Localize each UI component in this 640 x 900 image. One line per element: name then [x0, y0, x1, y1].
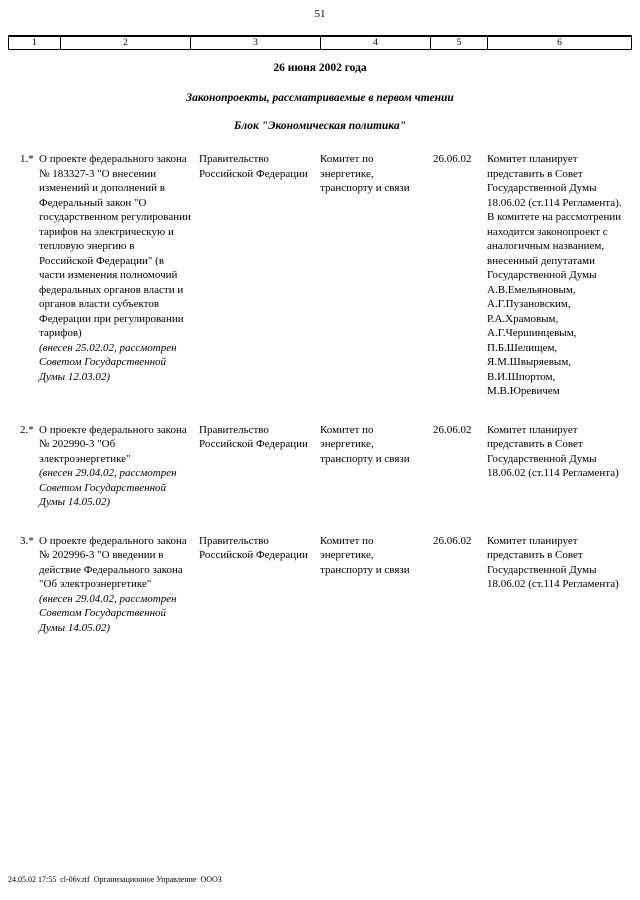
consideration-date-cell: 26.06.02 [433, 153, 472, 165]
row-number: 1.* [20, 153, 34, 165]
row-number: 2.* [20, 423, 34, 436]
column-header-cell-2: 2 [61, 37, 191, 49]
bill-title: О проекте федерального закона № 202996-3 "О введении в действие Федерального закона "Об электроэнергетике" [39, 534, 187, 590]
bill-title: О проекте федерального закона № 202990-3 "Об электроэнергетике" [39, 423, 187, 465]
page-number: 51 [314, 8, 326, 20]
column-header-cell-5: 5 [431, 37, 488, 49]
column-header-cell-4: 4 [321, 37, 431, 49]
bill-note: (внесен 25.02.02, рассмотрен Советом Государственной Думы 12.03.02) [39, 341, 177, 383]
committee-cell: Комитет по энергетике, транспорту и связи [320, 153, 410, 194]
table-row [20, 534, 632, 636]
initiator-cell: Правительство Российской Федерации [199, 534, 308, 561]
column-header-cell-6: 6 [557, 38, 562, 48]
initiator-cell: Правительство Российской Федерации [199, 423, 308, 450]
row-number: 3.* [20, 534, 34, 547]
status-cell: Комитет планирует представить в Совет Государственной Думы 18.06.02 (ст.114 Регламента) [487, 534, 619, 590]
consideration-date-cell: 26.06.02 [433, 534, 472, 547]
committee-cell: Комитет по энергетике, транспорту и связи [320, 423, 410, 465]
bill-note: (внесен 29.04.02, рассмотрен Советом Государственной Думы 14.05.02) [39, 467, 177, 508]
table-row [20, 152, 632, 399]
bill-title-cell [39, 152, 199, 399]
bill-table-body [20, 152, 632, 635]
bill-title-cell [39, 534, 199, 636]
consideration-date-cell: 26.06.02 [433, 423, 472, 436]
column-header-cell-1: 1 [9, 37, 61, 49]
bill-title: О проекте федерального закона № 183327-3 "О внесении изменений и дополнений в Федеральный закон "О государственном регулировании тарифов на электрическую и тепловую энергию в Российской Федерации" (в части изменения полномочий федеральных органов власти и органов власти субъектов Федерации при регулировании тарифов) [39, 153, 191, 339]
date-heading: 26 июня 2002 года [273, 62, 367, 74]
bill-note: (внесен 29.04.02, рассмотрен Советом Государственной Думы 14.05.02) [39, 592, 177, 634]
section-heading: Законопроекты, рассматриваемые в первом чтении [186, 92, 454, 104]
column-header-row [8, 35, 632, 50]
column-header-cell-3: 3 [191, 37, 321, 49]
committee-cell: Комитет по энергетике, транспорту и связи [320, 534, 410, 576]
initiator-cell: Правительство Российской Федерации [199, 153, 308, 180]
bill-title-cell [39, 423, 199, 510]
page-footer: 24.05.02 17:55 cl-06v.rtf Организационное Управление ОООЗ [8, 875, 222, 884]
status-cell: Комитет планирует представить в Совет Государственной Думы 18.06.02 (ст.114 Регламента) [487, 423, 619, 479]
table-row [20, 423, 632, 510]
block-heading: Блок "Экономическая политика" [233, 120, 406, 132]
status-cell: Комитет планирует представить в Совет Государственной Думы 18.06.02 (ст.114 Регламента). В комитете на рассмотрении находится законопроект с аналогичным названием, внесенный депутатами Государственной Думы А.В.Емельяновым, А.Г.Пузановским, Р.А.Храмовым, А.Г.Чершинцевым, П.Б.Шелищем, Я.М.Швыряевым, В.И.Шпортом, М.В.Юревичем [487, 153, 622, 397]
